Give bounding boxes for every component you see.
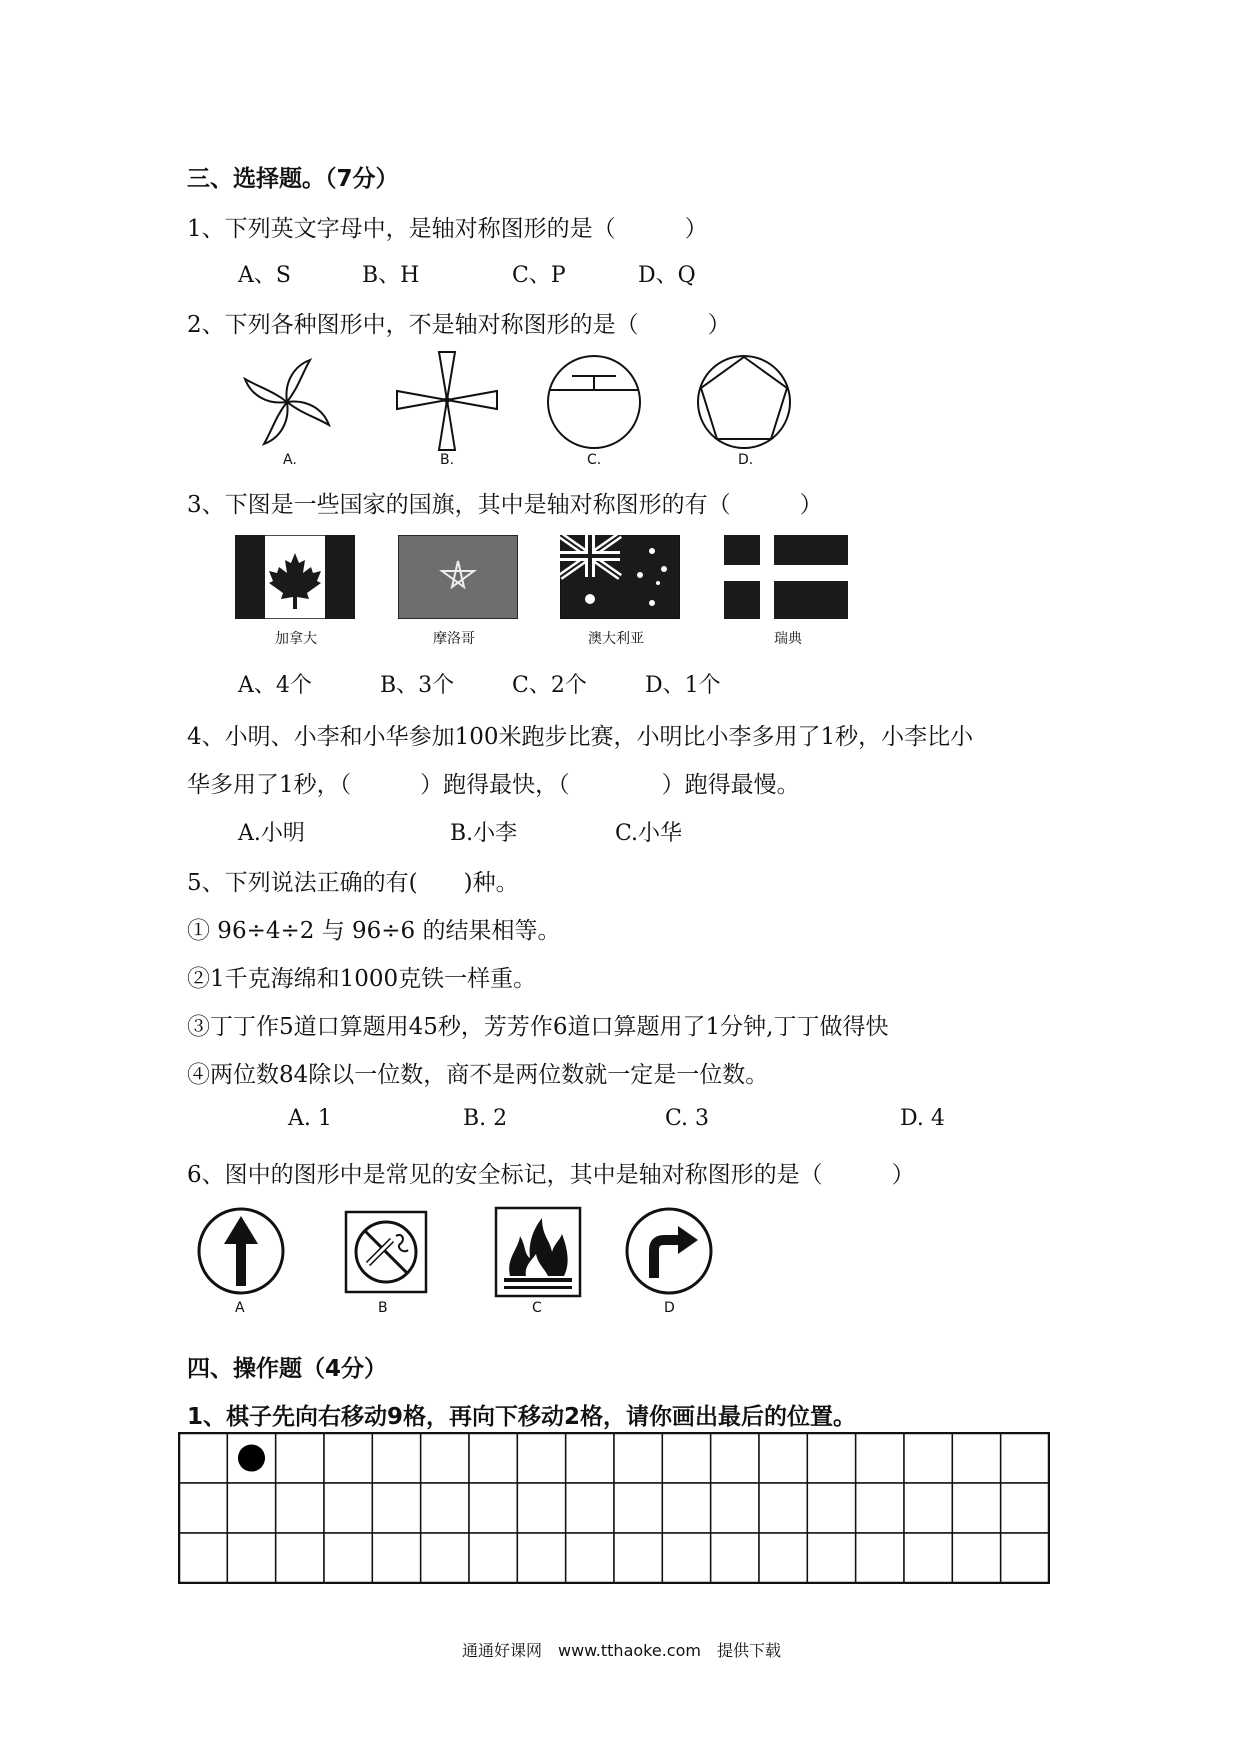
footer-text: 通通好课网 www.tthaoke.com 提供下载 [462,1641,781,1660]
grid-cell[interactable] [517,1433,565,1483]
grid-cell[interactable] [179,1483,227,1533]
q2-caption-a: A. [283,452,297,468]
grid-cell[interactable] [614,1483,662,1533]
grid-cell[interactable] [1001,1533,1049,1583]
q1-option-d: D、Q [638,263,696,288]
grid-cell[interactable] [469,1483,517,1533]
grid-cell[interactable] [856,1483,904,1533]
grid-cell[interactable] [807,1433,855,1483]
grid-cell[interactable] [614,1533,662,1583]
grid-cell[interactable] [324,1433,372,1483]
q5-statement-4: ④两位数84除以一位数，商不是两位数就一定是一位数。 [187,1062,769,1088]
q6-caption-a: A [235,1300,245,1316]
grid-cell[interactable] [566,1483,614,1533]
grid-cell[interactable] [227,1483,275,1533]
grid-cell[interactable] [469,1433,517,1483]
cross-bowtie-figure [392,350,502,452]
grid-cell[interactable] [517,1483,565,1533]
q6-caption-b: B [378,1300,388,1316]
chess-piece[interactable] [238,1444,265,1471]
q2-caption-d: D. [738,452,754,468]
grid-cell[interactable] [759,1533,807,1583]
no-smoking-sign [344,1210,428,1294]
grid-cell[interactable] [1001,1433,1049,1483]
grid-cell[interactable] [856,1533,904,1583]
grid-cell[interactable] [566,1533,614,1583]
grid-cell[interactable] [276,1483,324,1533]
q3-caption-sweden: 瑞典 [774,631,802,647]
australia-flag [560,535,680,619]
grid-cell[interactable] [904,1433,952,1483]
grid-cell[interactable] [179,1433,227,1483]
q4-option-b: B.小李 [450,821,518,846]
section4-title: 四、操作题（4分） [187,1356,388,1382]
grid-cell[interactable] [711,1483,759,1533]
q4-option-c: C.小华 [615,821,683,846]
grid-cell[interactable] [952,1433,1000,1483]
grid-cell[interactable] [372,1533,420,1583]
q1-option-c: C、P [512,263,566,288]
q3-caption-australia: 澳大利亚 [588,631,644,647]
q5-option-a: A. 1 [288,1106,332,1131]
q3-caption-morocco: 摩洛哥 [433,631,475,647]
grid-cell[interactable] [517,1533,565,1583]
q3-caption-canada: 加拿大 [275,631,317,647]
right-turn-sign [624,1206,714,1296]
q6-caption-d: D [664,1300,675,1316]
q4-line2: 华多用了1秒，（ ）跑得最快，（ ）跑得最慢。 [187,772,800,798]
q5-option-c: C. 3 [665,1106,710,1131]
circle-with-lines-figure [542,352,646,452]
grid-cell[interactable] [614,1433,662,1483]
flammable-sign [494,1206,582,1298]
grid-cell[interactable] [904,1533,952,1583]
up-arrow-sign [196,1206,286,1296]
grid-cell[interactable] [227,1533,275,1583]
chess-grid[interactable] [178,1432,1050,1584]
grid-cell[interactable] [952,1533,1000,1583]
grid-cell[interactable] [856,1433,904,1483]
morocco-flag [398,535,518,619]
grid-cell[interactable] [372,1483,420,1533]
grid-cell[interactable] [276,1533,324,1583]
grid-cell[interactable] [807,1483,855,1533]
q1-text: 1、下列英文字母中，是轴对称图形的是（ ） [187,216,708,242]
grid-cell[interactable] [904,1483,952,1533]
section3-title: 三、选择题。（7分） [187,166,399,192]
q1-option-b: B、H [362,263,420,288]
grid-cell[interactable] [421,1533,469,1583]
grid-cell[interactable] [372,1433,420,1483]
grid-cell[interactable] [662,1433,710,1483]
pentagon-in-circle-figure [692,352,796,452]
grid-cell[interactable] [662,1533,710,1583]
q4-option-a: A.小明 [238,821,305,846]
grid-cell[interactable] [711,1533,759,1583]
q5-statement-3: ③丁丁作5道口算题用45秒，芳芳作6道口算题用了1分钟,丁丁做得快 [187,1014,889,1040]
q3-option-a: A、4个 [238,673,312,698]
grid-cell[interactable] [276,1433,324,1483]
q3-option-b: B、3个 [380,673,455,698]
canada-flag [235,535,355,619]
grid-cell[interactable] [1001,1483,1049,1533]
section4-q1-text: 1、棋子先向右移动9格，再向下移动2格，请你画出最后的位置。 [187,1404,857,1430]
q6-text: 6、图中的图形中是常见的安全标记，其中是轴对称图形的是（ ） [187,1162,915,1188]
q1-option-a: A、S [238,263,291,288]
grid-cell[interactable] [711,1433,759,1483]
grid-cell[interactable] [469,1533,517,1583]
grid-cell[interactable] [807,1533,855,1583]
q5-option-b: B. 2 [463,1106,508,1131]
grid-cell[interactable] [759,1433,807,1483]
grid-cell[interactable] [179,1533,227,1583]
q5-text: 5、下列说法正确的有( )种。 [187,870,519,896]
grid-cell[interactable] [662,1483,710,1533]
grid-cell[interactable] [421,1433,469,1483]
grid-cell[interactable] [952,1483,1000,1533]
q5-option-d: D. 4 [900,1106,945,1131]
sweden-flag [724,535,848,619]
grid-cell[interactable] [324,1483,372,1533]
grid-cell[interactable] [759,1483,807,1533]
q2-caption-c: C. [587,452,602,468]
grid-cell[interactable] [566,1433,614,1483]
q5-statement-2: ②1千克海绵和1000克铁一样重。 [187,966,537,992]
grid-cell[interactable] [421,1483,469,1533]
pinwheel-figure [232,352,342,452]
q2-caption-b: B. [440,452,455,468]
q3-option-c: C、2个 [512,673,587,698]
q5-statement-1: ① 96÷4÷2 与 96÷6 的结果相等。 [187,918,561,944]
q3-text: 3、下图是一些国家的国旗，其中是轴对称图形的有（ ） [187,492,823,518]
grid-cell[interactable] [324,1533,372,1583]
q4-line1: 4、小明、小李和小华参加100米跑步比赛，小明比小李多用了1秒，小李比小 [187,724,974,750]
q2-text: 2、下列各种图形中，不是轴对称图形的是（ ） [187,312,731,338]
q6-caption-c: C [532,1300,542,1316]
q3-option-d: D、1个 [645,673,721,698]
